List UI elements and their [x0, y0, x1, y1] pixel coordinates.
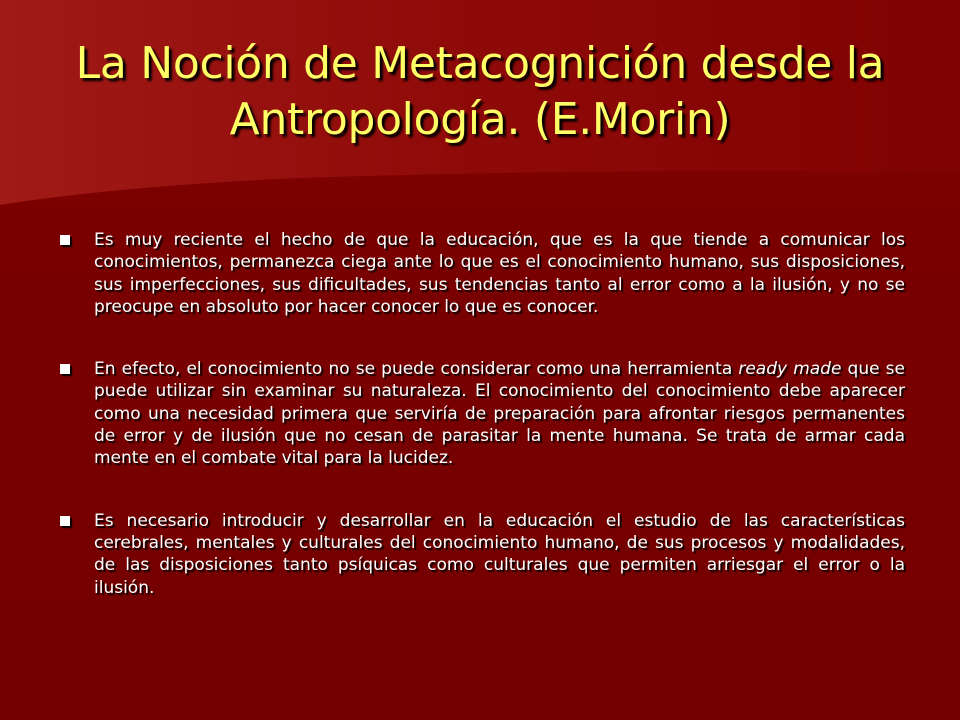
bullet-text-1: Es muy reciente el hecho de que la educación, que es la que tiende a comunicar los conocimientos, permanezca ciega ante lo que es el conocimiento humano, sus disposiciones, sus imperfecciones, sus dificultades, sus tendencias tanto al error como a la ilusión, y no se preocupe en absoluto por hacer conocer lo que es conocer.	[94, 230, 905, 317]
bullet-text-2-after: que se puede utilizar sin examinar su naturaleza. El conocimiento del conocimiento debe aparecer como una necesidad primera que serviría de preparación para afrontar riesgos permanentes de error y de ilusión que no cesan de parasitar la mente humana. Se trata de armar cada mente en el combate vital para la lucidez.	[94, 359, 905, 469]
square-bullet-icon	[60, 364, 70, 374]
bullet-item-1	[60, 229, 905, 318]
bullet-item-2	[60, 358, 905, 469]
bullet-text-2-before: En efecto, el conocimiento no se puede considerar como una herramienta	[94, 359, 739, 380]
square-bullet-icon	[60, 235, 70, 245]
square-bullet-icon	[60, 516, 70, 526]
bullet-item-3	[60, 510, 905, 599]
bullet-text-2-italic: ready made	[738, 359, 842, 380]
bullet-list	[60, 229, 905, 639]
bullet-text-3: Es necesario introducir y desarrollar en la educación el estudio de las características cerebrales, mentales y culturales del conocimiento humano, de sus procesos y modalidades, de las disposiciones tanto psíquicas como culturales que permiten arriesgar el error o la ilusión.	[94, 510, 905, 598]
slide-title: La Noción de Metacognición desde la Antropología. (E.Morin)	[75, 38, 885, 145]
